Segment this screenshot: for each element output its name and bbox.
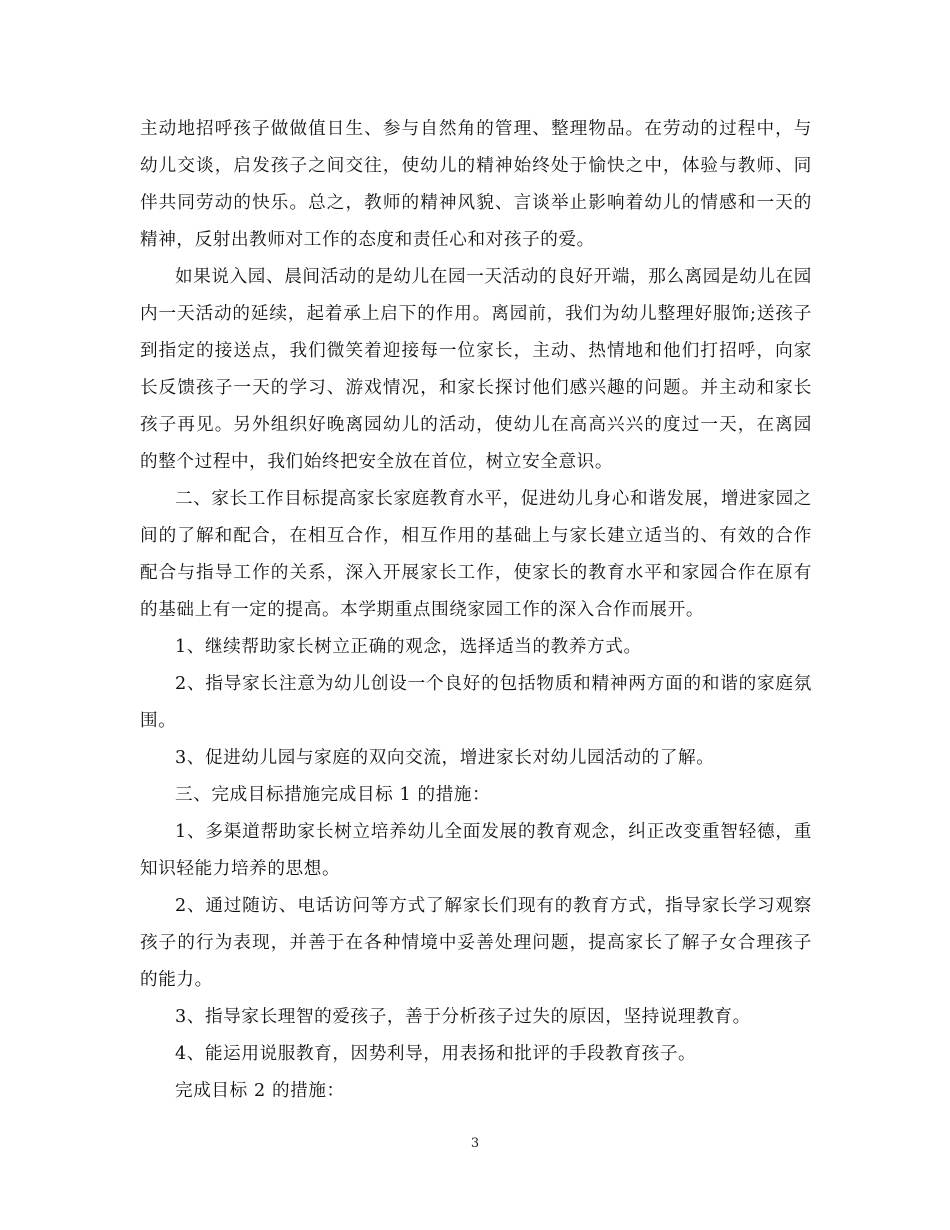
paragraph-parent-work-goal: 二、家长工作目标提高家长家庭教育水平，促进幼儿身心和谐发展，增进家园之间的了解和配合，在相互合作，相互作用的基础上与家长建立适当的、有效的合作配合与指导工作的关系，深入开展家长工作，使家长的教育水平和家园合作在原有的基础上有一定的提高。本学期重点围绕家园工作的深入合作而展开。 — [140, 489, 812, 620]
measure-item-4: 4、能运用说服教育，因势利导，用表扬和批评的手段教育孩子。 — [175, 1044, 697, 1064]
goal-item-3: 3、促进幼儿园与家庭的双向交流，增进家长对幼儿园活动的了解。 — [175, 748, 715, 768]
measure-item-1: 1、多渠道帮助家长树立培养幼儿全面发展的教育观念，纠正改变重智轻德，重知识轻能力培养的思想。 — [140, 822, 812, 879]
section-heading-measures: 三、完成目标措施完成目标 1 的措施： — [175, 785, 491, 805]
subheading-goal-2-measures: 完成目标 2 的措施： — [175, 1081, 345, 1101]
measure-item-3: 3、指导家长理智的爱孩子，善于分析孩子过失的原因，坚持说理教育。 — [175, 1007, 751, 1027]
paragraph-departure: 如果说入园、晨间活动的是幼儿在园一天活动的良好开端，那么离园是幼儿在园内一天活动的延续，起着承上启下的作用。离园前，我们为幼儿整理好服饰;送孩子到指定的接送点，我们微笑着迎接每一位家长，主动、热情地和他们打招呼，向家长反馈孩子一天的学习、游戏情况，和家长探讨他们感兴趣的问题。并主动和家长孩子再见。另外组织好晚离园幼儿的活动，使幼儿在高高兴兴的度过一天，在离园的整个过程中，我们始终把安全放在首位，树立安全意识。 — [140, 267, 812, 472]
body-text — [140, 111, 812, 1110]
goal-item-1: 1、继续帮助家长树立正确的观念，选择适当的教养方式。 — [175, 637, 642, 657]
measure-item-2: 2、通过随访、电话访问等方式了解家长们现有的教育方式，指导家长学习观察孩子的行为表现，并善于在各种情境中妥善处理问题，提高家长了解子女合理孩子的能力。 — [140, 896, 812, 990]
goal-item-2: 2、指导家长注意为幼儿创设一个良好的包括物质和精神两方面的和谐的家庭氛围。 — [140, 674, 812, 731]
paragraph-continuation: 主动地招呼孩子做做值日生、参与自然角的管理、整理物品。在劳动的过程中，与幼儿交谈，启发孩子之间交往，使幼儿的精神始终处于愉快之中，体验与教师、同伴共同劳动的快乐。总之，教师的精神风貌、言谈举止影响着幼儿的情感和一天的精神，反射出教师对工作的态度和责任心和对孩子的爱。 — [140, 119, 812, 250]
page-number: 3 — [470, 1136, 480, 1151]
